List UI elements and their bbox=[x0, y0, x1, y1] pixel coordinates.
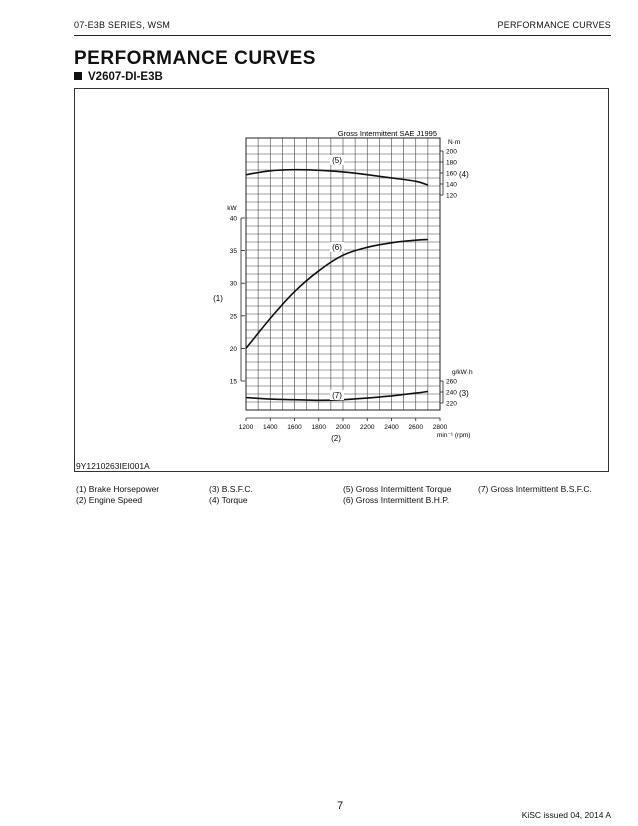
x-tick-label: 2000 bbox=[335, 424, 351, 431]
bsfc-axis-marker: (3) bbox=[459, 389, 469, 398]
power-axis-marker: (1) bbox=[213, 294, 223, 303]
x-tick-label: 2400 bbox=[384, 424, 399, 431]
bsfc-tick-label: 240 bbox=[446, 389, 457, 397]
torque-tick-label: 180 bbox=[446, 159, 457, 167]
series-line-gross-intermittent-b-h-p bbox=[246, 240, 428, 349]
x-tick-label: 2600 bbox=[408, 424, 423, 431]
x-tick-label: 2200 bbox=[360, 424, 375, 431]
series-marker-gross-intermittent-b-s-f-c: (7) bbox=[332, 391, 342, 400]
torque-tick-label: 160 bbox=[446, 170, 457, 178]
legend-item-engine-speed: (2) Engine Speed bbox=[76, 495, 143, 505]
model-name: V2607-DI-E3B bbox=[88, 71, 163, 83]
page-number: 7 bbox=[337, 800, 344, 812]
x-tick-label: 1600 bbox=[287, 424, 302, 431]
legend-col-4 bbox=[478, 484, 592, 495]
torque-tick-label: 120 bbox=[446, 192, 457, 200]
power-tick-label: 15 bbox=[229, 378, 237, 386]
page-title: PERFORMANCE CURVES bbox=[74, 48, 316, 69]
legend-item-brake-horsepower: (1) Brake Horsepower bbox=[76, 484, 160, 494]
x-tick-label: 1200 bbox=[238, 424, 254, 431]
torque-axis-unit: N·m bbox=[448, 139, 461, 146]
legend-item-gross-torque: (5) Gross Intermittent Torque bbox=[343, 484, 452, 494]
series-line-gross-intermittent-torque bbox=[246, 170, 428, 185]
torque-tick-label: 200 bbox=[446, 148, 457, 156]
header-section: PERFORMANCE CURVES bbox=[497, 20, 611, 30]
legend-item-gross-bhp: (6) Gross Intermittent B.H.P. bbox=[343, 495, 450, 505]
figure-id: 9Y1210263IEI001A bbox=[76, 461, 150, 471]
series-marker-gross-intermittent-torque: (5) bbox=[332, 156, 342, 165]
legend-item-torque: (4) Torque bbox=[209, 495, 248, 505]
x-tick-label: 1400 bbox=[263, 424, 278, 431]
bsfc-tick-label: 220 bbox=[446, 400, 457, 408]
power-tick-label: 30 bbox=[229, 280, 237, 288]
power-tick-label: 40 bbox=[229, 215, 237, 223]
torque-tick-label: 140 bbox=[446, 181, 457, 189]
power-tick-label: 25 bbox=[229, 313, 237, 321]
x-axis-marker: (2) bbox=[331, 434, 341, 443]
header-series: 07-E3B SERIES, WSM bbox=[74, 20, 171, 30]
power-axis-unit: kW bbox=[227, 205, 237, 212]
x-tick-label: 2800 bbox=[432, 424, 448, 431]
issue-note: KiSC issued 04, 2014 A bbox=[521, 810, 611, 820]
series-marker-gross-intermittent-b-h-p: (6) bbox=[332, 243, 342, 252]
legend-col-1 bbox=[76, 484, 159, 506]
legend-col-3 bbox=[343, 484, 452, 506]
bsfc-tick-label: 260 bbox=[446, 378, 457, 386]
chart-title: Gross Intermittent SAE J1995 bbox=[337, 129, 437, 138]
bsfc-axis-unit: g/kW·h bbox=[452, 369, 473, 376]
power-tick-label: 35 bbox=[229, 248, 237, 256]
x-axis-unit: min⁻¹ (rpm) bbox=[437, 432, 471, 439]
legend-item-bsfc: (3) B.S.F.C. bbox=[209, 484, 253, 494]
torque-axis-marker: (4) bbox=[459, 170, 469, 179]
legend-col-2 bbox=[209, 484, 253, 506]
legend-item-gross-bsfc: (7) Gross Intermittent B.S.F.C. bbox=[478, 484, 592, 494]
x-tick-label: 1800 bbox=[311, 424, 326, 431]
power-tick-label: 20 bbox=[229, 345, 237, 353]
